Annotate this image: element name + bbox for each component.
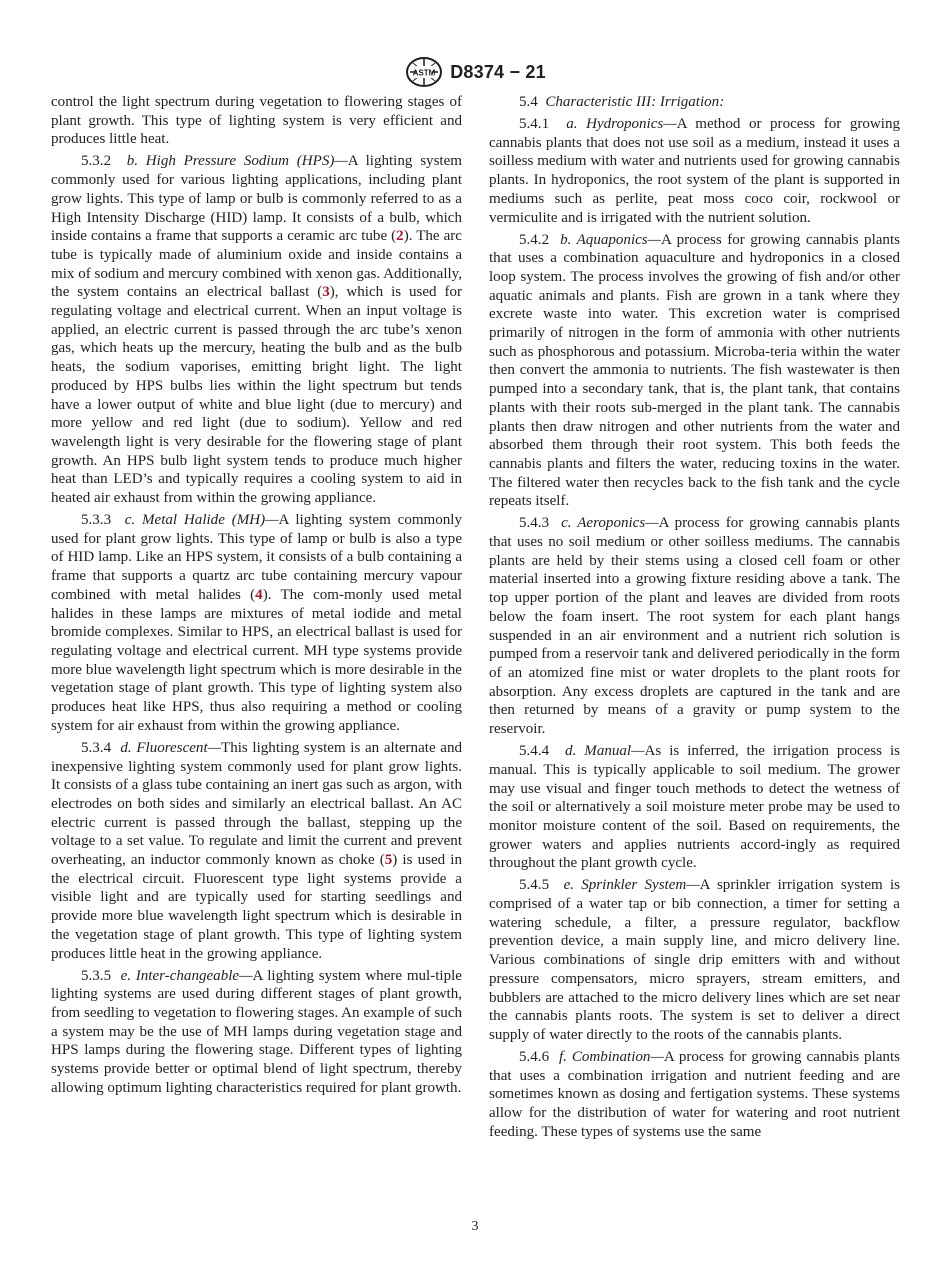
heading-5-4	[489, 93, 900, 112]
section-title: c. Metal Halide (MH)—	[124, 512, 279, 529]
paragraph-5-3-5: 5.3.5 e. Inter-changeable—A lighting system where mul-tiple lighting systems are used during different stages of plant growth, from seedling to vegetation to flowering stages. An example of such a system may be the use of MH lamps during vegetation stage and HPS lamps during the flowering stage. Different types of lighting systems provide better or optimal blend of light spectrum, thereby allowing optimum lighting characteristics required for plant growth.	[51, 967, 462, 1096]
paragraph-5-4-1: 5.4.1 a. Hydroponics—A method or process for growing cannabis plants that does not use soil as a medium, instead it uses a soilless medium with water and nutrients used for growing cannabis plants. In hydroponics, the root system of the plant is supported in mediums such as perlite, peat moss coco coir, rockwool or vermiculite and is irrigated with the nutrient solution.	[489, 116, 900, 226]
section-title: Characteristic III: Irrigation:	[545, 94, 725, 110]
page-header	[0, 54, 950, 90]
section-title: b. Aquaponics—	[560, 231, 662, 248]
section-title: f. Combination—	[558, 1048, 664, 1065]
paragraph-5-4-3: 5.4.3 c. Aeroponics—A process for growing cannabis plants that uses no soil medium or other soilless mediums. The cannabis plants are held by their stems using a closed cell foam or other material inserted into a growing fixture residing above a tank. The top upper portion of the plant and leaves are divided from roots below the foam insert. The root system for each plant hangs suspended in an air environment and a nutrient rich solution is pumped from a reservoir tank and delivered periodically in the form of an atomized fine mist or water droplets to the plant roots for absorption. Any excess droplets are captured in the tank and are then returned by means of a gravity or pump system to the reservoir.	[489, 515, 900, 738]
paragraph-5-3-4: 5.3.4 d. Fluorescent—This lighting system is an alternate and inexpensive lighting system commonly used for plant grow lights. It consists of a glass tube containing an inert gas such as argon, with electrodes on both sides and similarly an electrical ballast. An AC electric current is passed through the ballast, stepping up the voltage to a set value. To regulate and limit the current and prevent overheating, an inductor commonly known as choke (5) is used in the electrical circuit. Fluorescent type light systems provide a visible light and are typically used for starting seedlings and provide more blue wavelength light spectrum which is desirable in the vegetation stage of plant growth. This type of lighting system produces little heat in the growing appliance.	[51, 739, 462, 962]
left-column	[51, 93, 462, 1101]
section-number: 5.4.5	[519, 877, 550, 894]
paragraph-continued: control the light spectrum during vegetation to flowering stages of plant growth. This type of lighting system is very efficient and produces little heat.	[51, 94, 462, 148]
section-number: 5.4.1	[519, 116, 550, 132]
paragraph-5-4-2: 5.4.2 b. Aquaponics—A process for growing cannabis plants that uses a combination aquaculture and hydroponics in a closed loop system. The process involves the growing of fish and/or other aquatic animals and plants. Fish are grown in a tank where they excrete waste into water. This excretion water is comprised primarily of nitrogen in the form of ammonia with other nutrients such as phosphorous and potassium. Microba-teria within the water then convert the ammonia to nutrients. The fish wastewater is then pumped into a secondary tank, that is, the plant tank, that contains plants with their roots sub-merged in the plant tank. The cannabis plants then draw nitrogen and other nutrients from the water and absorbed them through their root system. This both feeds the cannabis plants and filters the water, reducing toxins in the water. The filtered water then recycles back to the fish tank and the cycle repeats itself.	[489, 231, 900, 510]
section-title: e. Sprinkler System—	[563, 877, 700, 894]
section-number: 5.4.2	[519, 231, 550, 248]
section-title: b. High Pressure Sodium (HPS)—	[126, 153, 348, 170]
reference-link[interactable]: 5	[384, 852, 393, 869]
astm-logo-icon	[404, 56, 444, 88]
section-number: 5.3.5	[81, 967, 112, 984]
paragraph-5-3-3: 5.3.3 c. Metal Halide (MH)—A lighting system commonly used for plant grow lights. This type of lamp or bulb is also a type of HID lamp. Like an HPS system, it consists of a bulb containing a frame that supports a quartz arc tube containing mercury vapour combined with metal halides (4). The com-monly used metal halides in these lamps are mixtures of metal iodide and metal bromide complexes. Similar to HPS, an electrical ballast is used for regulating voltage and electrical current. MH type systems provide more blue wavelength light spectrum which is more desirable in the vegetation stage of plant growth. This type of lighting system also produces heat like HPS, thus also requiring a method or cooling system for air exhaust from within the growing appliance.	[51, 512, 462, 734]
section-number: 5.3.4	[81, 739, 112, 756]
section-title: d. Fluorescent—	[120, 739, 222, 756]
reference-link[interactable]: 3	[322, 284, 330, 301]
section-title: d. Manual—	[565, 743, 645, 760]
section-title: e. Inter-changeable—	[120, 967, 253, 984]
page-number: 3	[471, 1219, 479, 1234]
paragraph-5-4-5: 5.4.5 e. Sprinkler System—A sprinkler irrigation system is comprised of a water tap or bib connection, a timer for setting a watering schedule, a filter, a pressure regulator, backflow prevention device, a main supply line, and micro delivery line. Various combinations of single drip emitters with and without pressure compensators, micro sprayers, stream emitters, and bubblers are attached to the micro delivery lines which are set near the cannabis plants roots. The system is set to deliver a direct supply of water directly to the roots of the cannabis plants.	[489, 877, 900, 1043]
reference-link[interactable]: 2	[396, 228, 404, 245]
section-number: 5.4.4	[519, 743, 550, 760]
logo-text: ASTM	[412, 68, 436, 78]
section-title: a. Hydroponics—	[566, 116, 677, 132]
right-column	[489, 93, 900, 1145]
section-number: 5.4.3	[519, 515, 550, 532]
section-number: 5.3.2	[81, 153, 112, 170]
section-number: 5.4	[519, 94, 538, 110]
section-title: c. Aeroponics—	[561, 515, 659, 532]
section-number: 5.4.6	[519, 1048, 550, 1065]
paragraph-5-4-4: 5.4.4 d. Manual—As is inferred, the irrigation process is manual. This is typically applicable to soil medium. The grower may use visual and finger touch methods to detect the wetness of the soil or alternatively a soil moisture meter probe may be used to monitor moisture content of the soil. Based on requirements, the grower waters and applies nutrients accord-ingly as required throughout the plant growth cycle.	[489, 743, 900, 872]
paragraph-5-4-6: 5.4.6 f. Combination—A process for growing cannabis plants that uses a combination irrigation and nutrient feeding and are sometimes known as dosing and fertigation systems. These systems allow for the distribution of water for watering and root nutrient feeding. These types of systems use the same	[489, 1048, 900, 1140]
paragraph-5-3-2: 5.3.2 b. High Pressure Sodium (HPS)—A lighting system commonly used for various lighting applications, including plant grow lights. This type of lamp or bulb is commonly referred to as a High Intensity Discharge (HID) lamp. It consists of a bulb, which inside contains a frame that supports a ceramic arc tube (2). The arc tube is typically made of aluminium oxide and inside contains a mix of sodium and mercury combined with xenon gas. Additionally, the system contains an electrical ballast (3), which is used for regulating voltage and electrical current. When an input voltage is applied, an electric current is passed through the arc tube’s xenon gas, which heats up the mercury, heating the bulb and as the bulb heats, the sodium vaporises, emitting bright light. The light produced by HPS bulbs lies within the light spectrum but tends have a lower output of white and blue light (due to mercury) and more yellow and red light (due to sodium). Yellow and red wavelength light is very desirable for the flowering stage of plant growth. An HPS bulb light system tends to produce much higher heat than LED’s and typically requires a cooling system to aid in heated air exhaust from within the growing appliance.	[51, 153, 462, 507]
reference-link[interactable]: 4	[255, 586, 263, 603]
document-number: D8374 − 21	[450, 61, 546, 82]
section-number: 5.3.3	[81, 512, 112, 529]
